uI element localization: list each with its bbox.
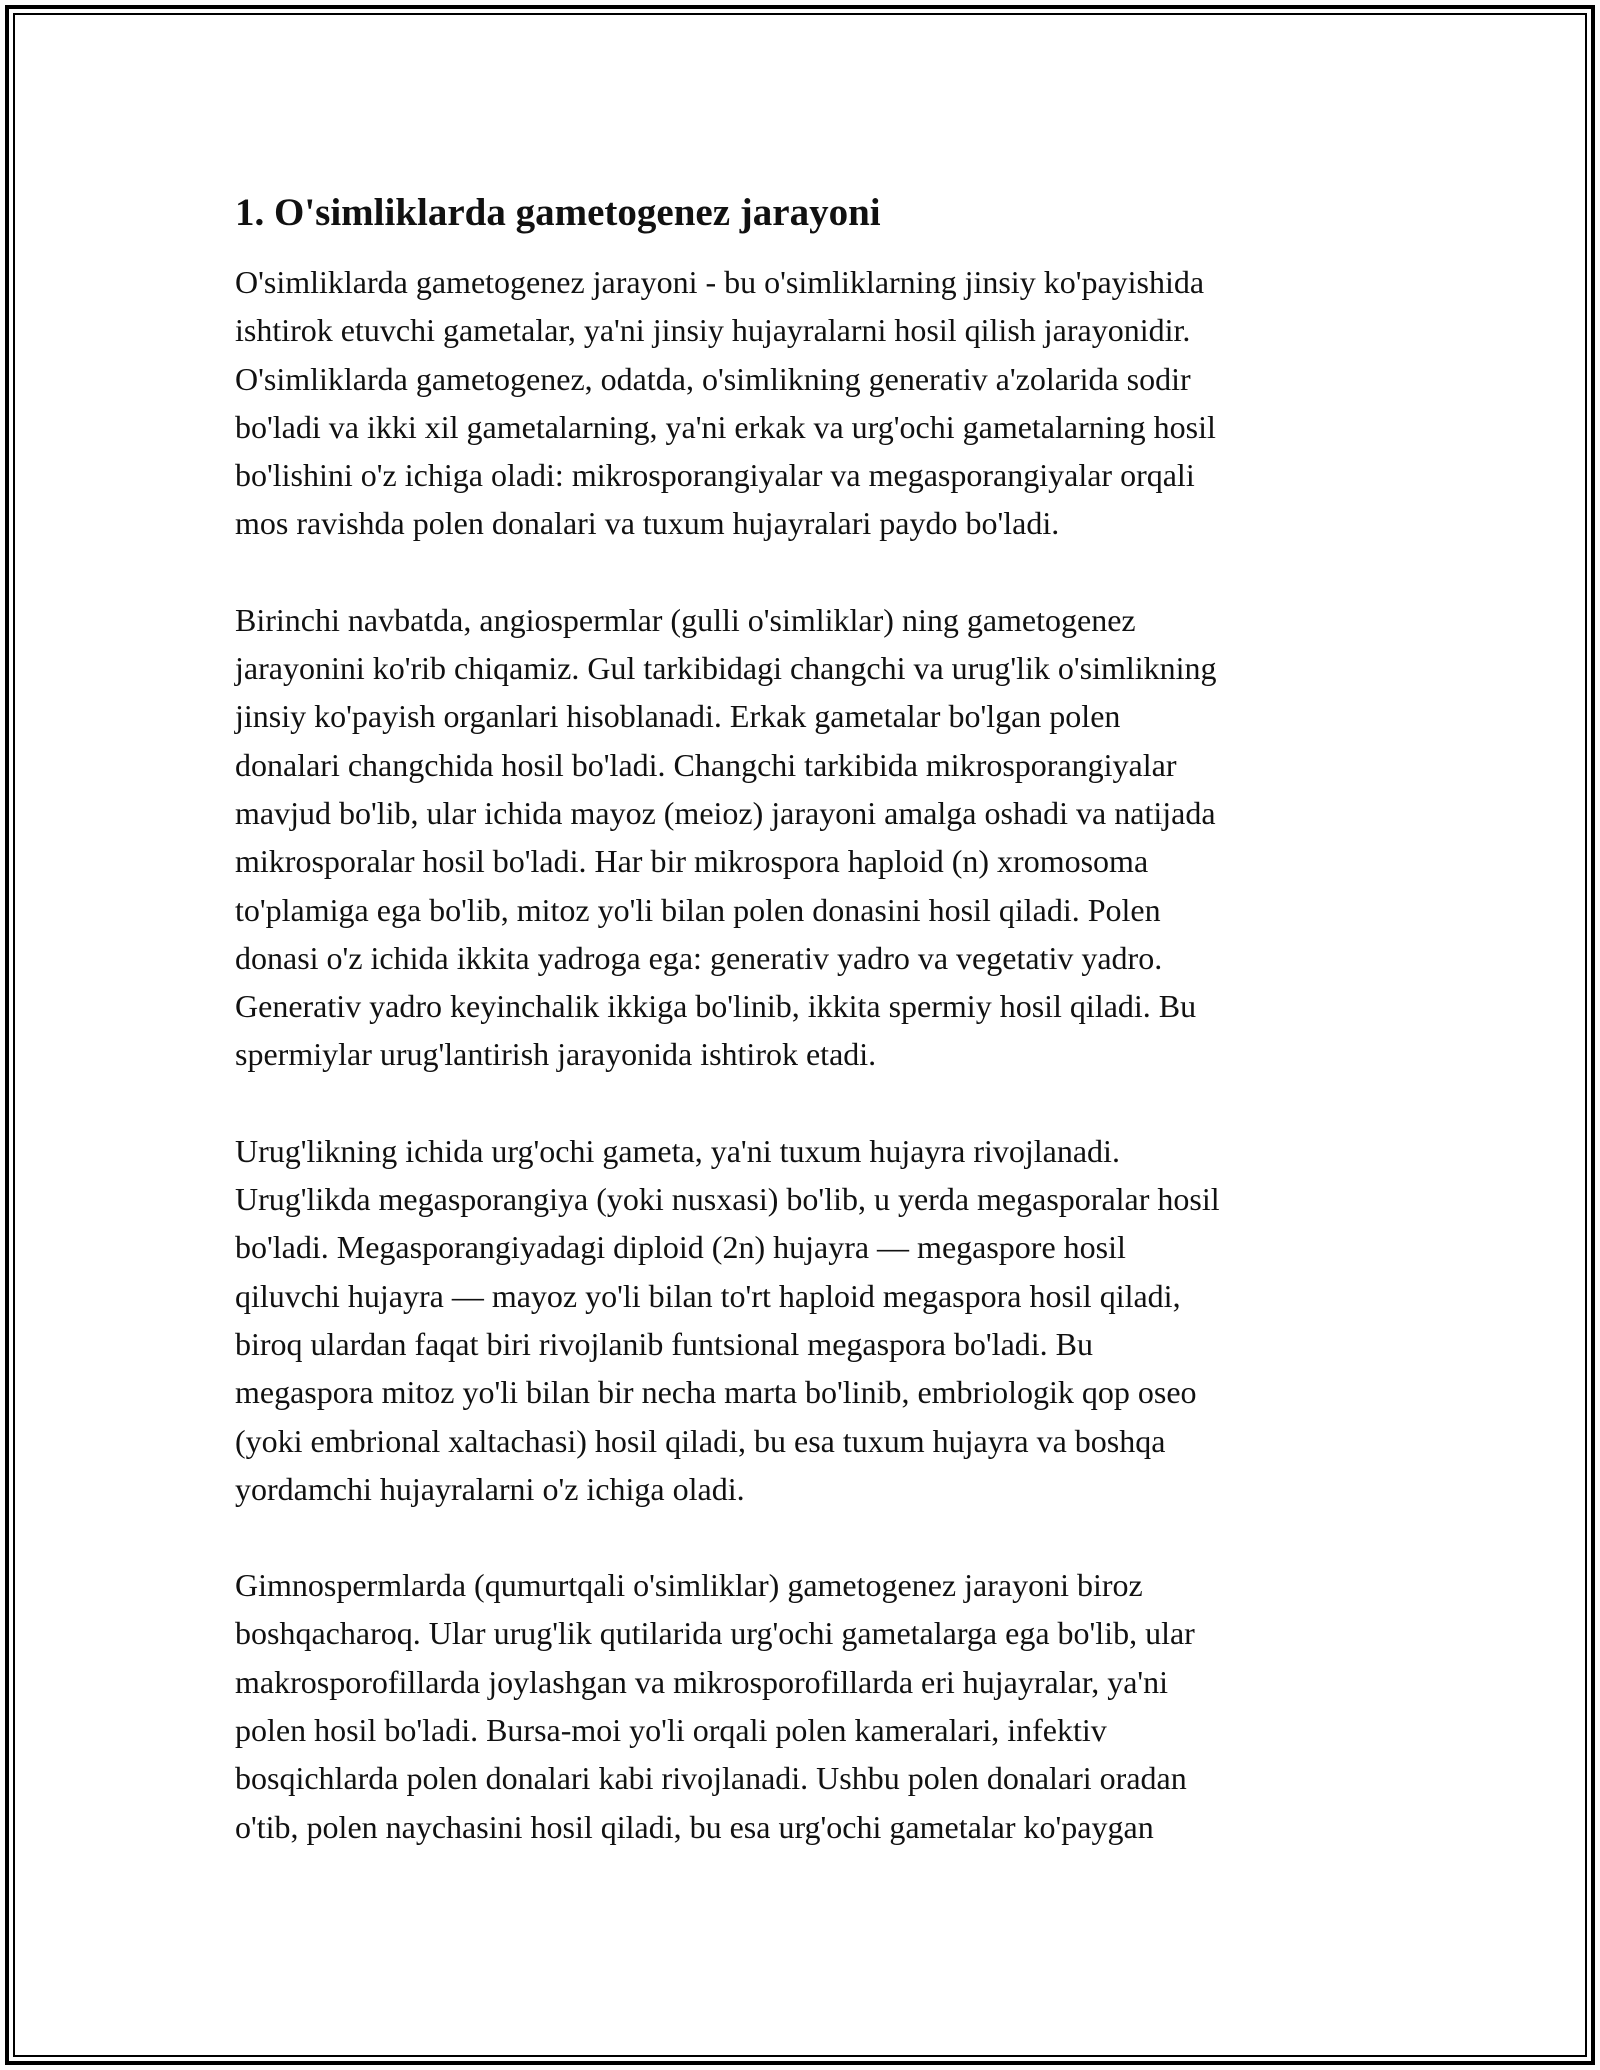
text-line: bo'ladi. Megasporangiyadagi diploid (2n) hujayra — megaspore hosil — [235, 1229, 1126, 1266]
text-line: bosqichlarda polen donalari kabi rivojlanadi. Ushbu polen donalari oradan — [235, 1760, 1187, 1797]
text-line: mikrosporalar hosil bo'ladi. Har bir mikrospora haploid (n) xromosoma — [235, 843, 1149, 880]
text-line: Birinchi navbatda, angiospermlar (gulli o'simliklar) ning gametogenez — [235, 601, 1136, 638]
document-body — [235, 185, 1370, 1851]
paragraph-list — [235, 258, 1370, 1851]
text-line: O'simliklarda gametogenez jarayoni - bu o'simliklarning jinsiy ko'payishida — [235, 264, 1205, 300]
text-line: mavjud bo'lib, ular ichida mayoz (meioz) jarayoni amalga oshadi va natijada — [235, 794, 1216, 831]
text-line: megaspora mitoz yo'li bilan bir necha marta bo'linib, embriologik qop oseo — [235, 1374, 1197, 1411]
text-line: jarayonini ko'rib chiqamiz. Gul tarkibidagi changchi va urug'lik o'simlikning — [235, 650, 1217, 687]
section-heading: 1. O'simliklarda gametogenez jarayoni — [235, 191, 881, 234]
text-line: spermiylar urug'lantirish jarayonida ishtirok etadi. — [235, 1036, 877, 1073]
text-line: qiluvchi hujayra — mayoz yo'li bilan to'rt haploid megaspora hosil qiladi, — [235, 1277, 1181, 1314]
paragraph — [235, 1127, 1370, 1513]
paragraph — [235, 1561, 1370, 1851]
text-line: jinsiy ko'payish organlari hisoblanadi. Erkak gametalar bo'lgan polen — [235, 698, 1121, 735]
text-line: to'plamiga ega bo'lib, mitoz yo'li bilan polen donasini hosil qiladi. Polen — [235, 891, 1161, 928]
text-line: Urug'likning ichida urg'ochi gameta, ya'ni tuxum hujayra rivojlanadi. — [235, 1132, 1120, 1169]
text-line: makrosporofillarda joylashgan va mikrosporofillarda eri hujayralar, ya'ni — [235, 1663, 1169, 1700]
paragraph — [235, 596, 1370, 1079]
text-line: ishtirok etuvchi gametalar, ya'ni jinsiy hujayralarni hosil qilish jarayonidir. — [235, 312, 1191, 349]
text-line: bo'ladi va ikki xil gametalarning, ya'ni erkak va urg'ochi gametalarning hosil — [235, 408, 1216, 445]
text-line: donasi o'z ichida ikkita yadroga ega: generativ yadro va vegetativ yadro. — [235, 939, 1163, 976]
paragraph — [235, 258, 1370, 548]
text-line: bo'lishini o'z ichiga oladi: mikrosporangiyalar va megasporangiyalar orqali — [235, 457, 1195, 494]
text-line: O'simliklarda gametogenez, odatda, o'simlikning generativ a'zolarida sodir — [235, 360, 1191, 397]
text-line: Gimnospermlarda (qumurtqali o'simliklar) gametogenez jarayoni biroz — [235, 1567, 1143, 1604]
text-line: donalari changchida hosil bo'ladi. Changchi tarkibida mikrosporangiyalar — [235, 746, 1177, 783]
text-line: o'tib, polen naychasini hosil qiladi, bu esa urg'ochi gametalar ko'paygan — [235, 1808, 1154, 1845]
text-line: boshqacharoq. Ular urug'lik qutilarida urg'ochi gametalarga ega bo'lib, ular — [235, 1615, 1195, 1652]
text-line: biroq ulardan faqat biri rivojlanib funtsional megaspora bo'ladi. Bu — [235, 1325, 1093, 1362]
text-line: mos ravishda polen donalari va tuxum hujayralari paydo bo'ladi. — [235, 505, 1060, 542]
text-line: Urug'likda megasporangiya (yoki nusxasi) bo'lib, u yerda megasporalar hosil — [235, 1181, 1220, 1218]
text-line: yordamchi hujayralarni o'z ichiga oladi. — [235, 1470, 745, 1507]
text-line: polen hosil bo'ladi. Bursa-moi yo'li orqali polen kameralari, infektiv — [235, 1712, 1107, 1749]
text-line: (yoki embrional xaltachasi) hosil qiladi, bu esa tuxum hujayra va boshqa — [235, 1422, 1166, 1459]
text-line: Generativ yadro keyinchalik ikkiga bo'linib, ikkita spermiy hosil qiladi. Bu — [235, 988, 1197, 1025]
